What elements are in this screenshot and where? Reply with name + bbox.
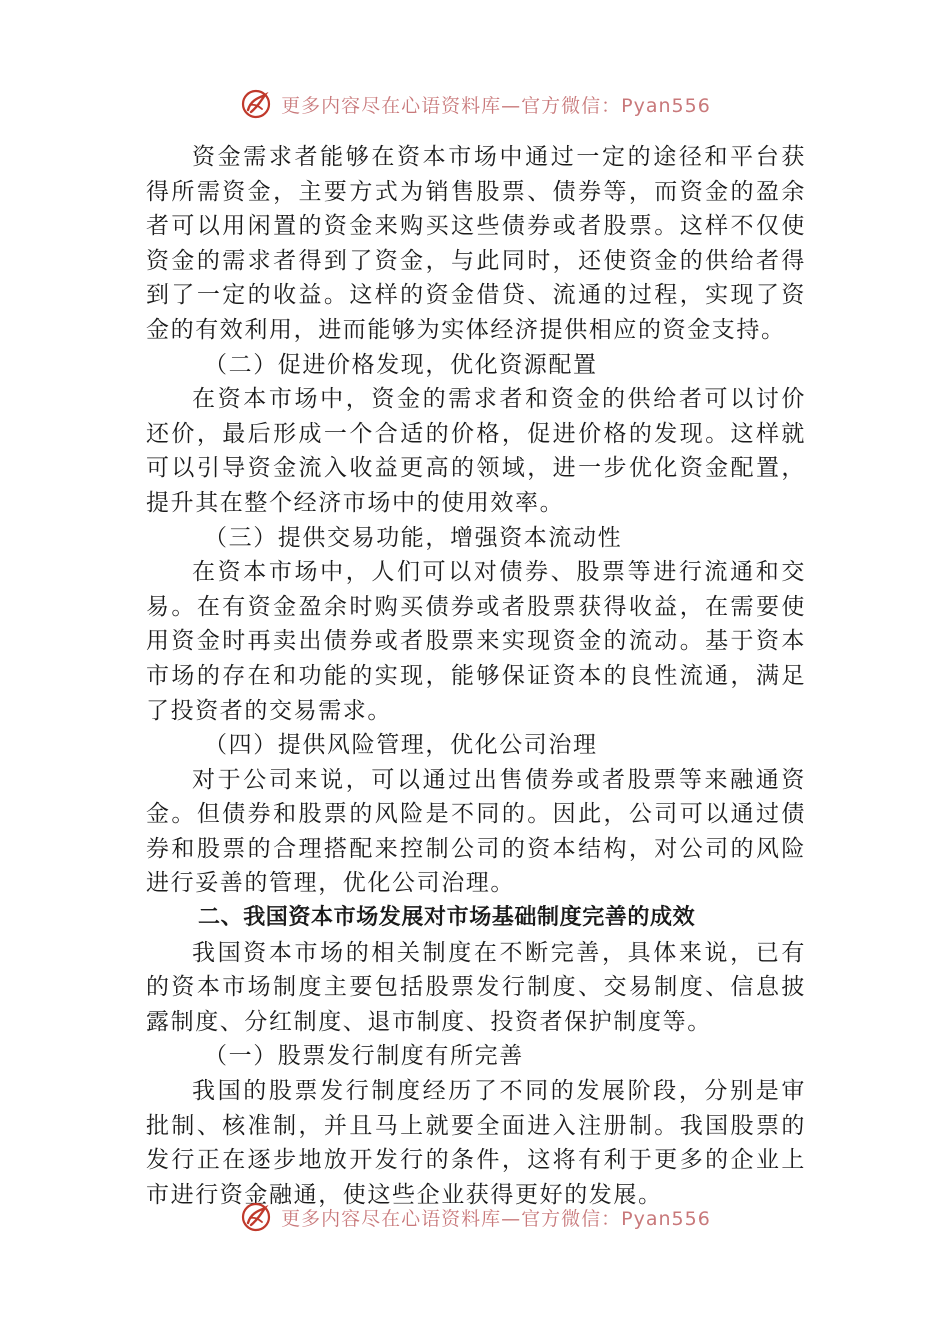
subheading: （三）提供交易功能，增强资本流动性 bbox=[204, 524, 623, 551]
paragraph: 我国资本市场的相关制度在不断完善，具体来说，已有的资本市场制度主要包括股票发行制度、交易制度、信息披露制度、分红制度、退市制度、投资者保护制度等。 bbox=[146, 939, 806, 1035]
logo-icon bbox=[239, 1202, 273, 1232]
subheading: （二）促进价格发现，优化资源配置 bbox=[204, 351, 598, 378]
paragraph: 在资本市场中，人们可以对债券、股票等进行流通和交易。在有资金盈余时购买债券或者股票获得收益，在需要使用资金时再卖出债券或者股票来实现资金的流动。基于资本市场的存在和功能的实现，能够保证资本的良性流通，满足了投资者的交易需求。 bbox=[146, 559, 806, 724]
document-body bbox=[146, 140, 806, 1212]
paragraph: 在资本市场中，资金的需求者和资金的供给者可以讨价还价，最后形成一个合适的价格，促进价格的发现。这样就可以引导资金流入收益更高的领域，进一步优化资金配置，提升其在整个经济市场中的使用效率。 bbox=[146, 386, 806, 516]
watermark-text: 更多内容尽在心语资料库—官方微信：Pyan556 bbox=[281, 94, 711, 117]
paragraph: 资金需求者能够在资本市场中通过一定的途径和平台获得所需资金，主要方式为销售股票、债券等，而资金的盈余者可以用闲置的资金来购买这些债券或者股票。这样不仅使资金的需求者得到了资金，与此同时，还使资金的供给者得到了一定的收益。这样的资金借贷、流通的过程，实现了资金的有效利用，进而能够为实体经济提供相应的资金支持。 bbox=[146, 144, 806, 343]
paragraph: 对于公司来说，可以通过出售债券或者股票等来融通资金。但债券和股票的风险是不同的。因此，公司可以通过债券和股票的合理搭配来控制公司的资本结构，对公司的风险进行妥善的管理，优化公司治理。 bbox=[146, 766, 806, 897]
section-heading: 二、我国资本市场发展对市场基础制度完善的成效 bbox=[198, 905, 696, 931]
subheading: （一）股票发行制度有所完善 bbox=[204, 1043, 524, 1070]
watermark-header bbox=[0, 84, 950, 124]
watermark-text: 更多内容尽在心语资料库—官方微信：Pyan556 bbox=[281, 1207, 711, 1230]
paragraph: 我国的股票发行制度经历了不同的发展阶段，分别是审批制、核准制，并且马上就要全面进入注册制。我国股票的发行正在逐步地放开发行的条件，这将有利于更多的企业上市进行资金融通，使这些企业获得更好的发展。 bbox=[146, 1078, 806, 1208]
watermark-footer bbox=[0, 1202, 950, 1232]
subheading: （四）提供风险管理，优化公司治理 bbox=[204, 732, 598, 759]
logo-icon bbox=[239, 87, 273, 121]
